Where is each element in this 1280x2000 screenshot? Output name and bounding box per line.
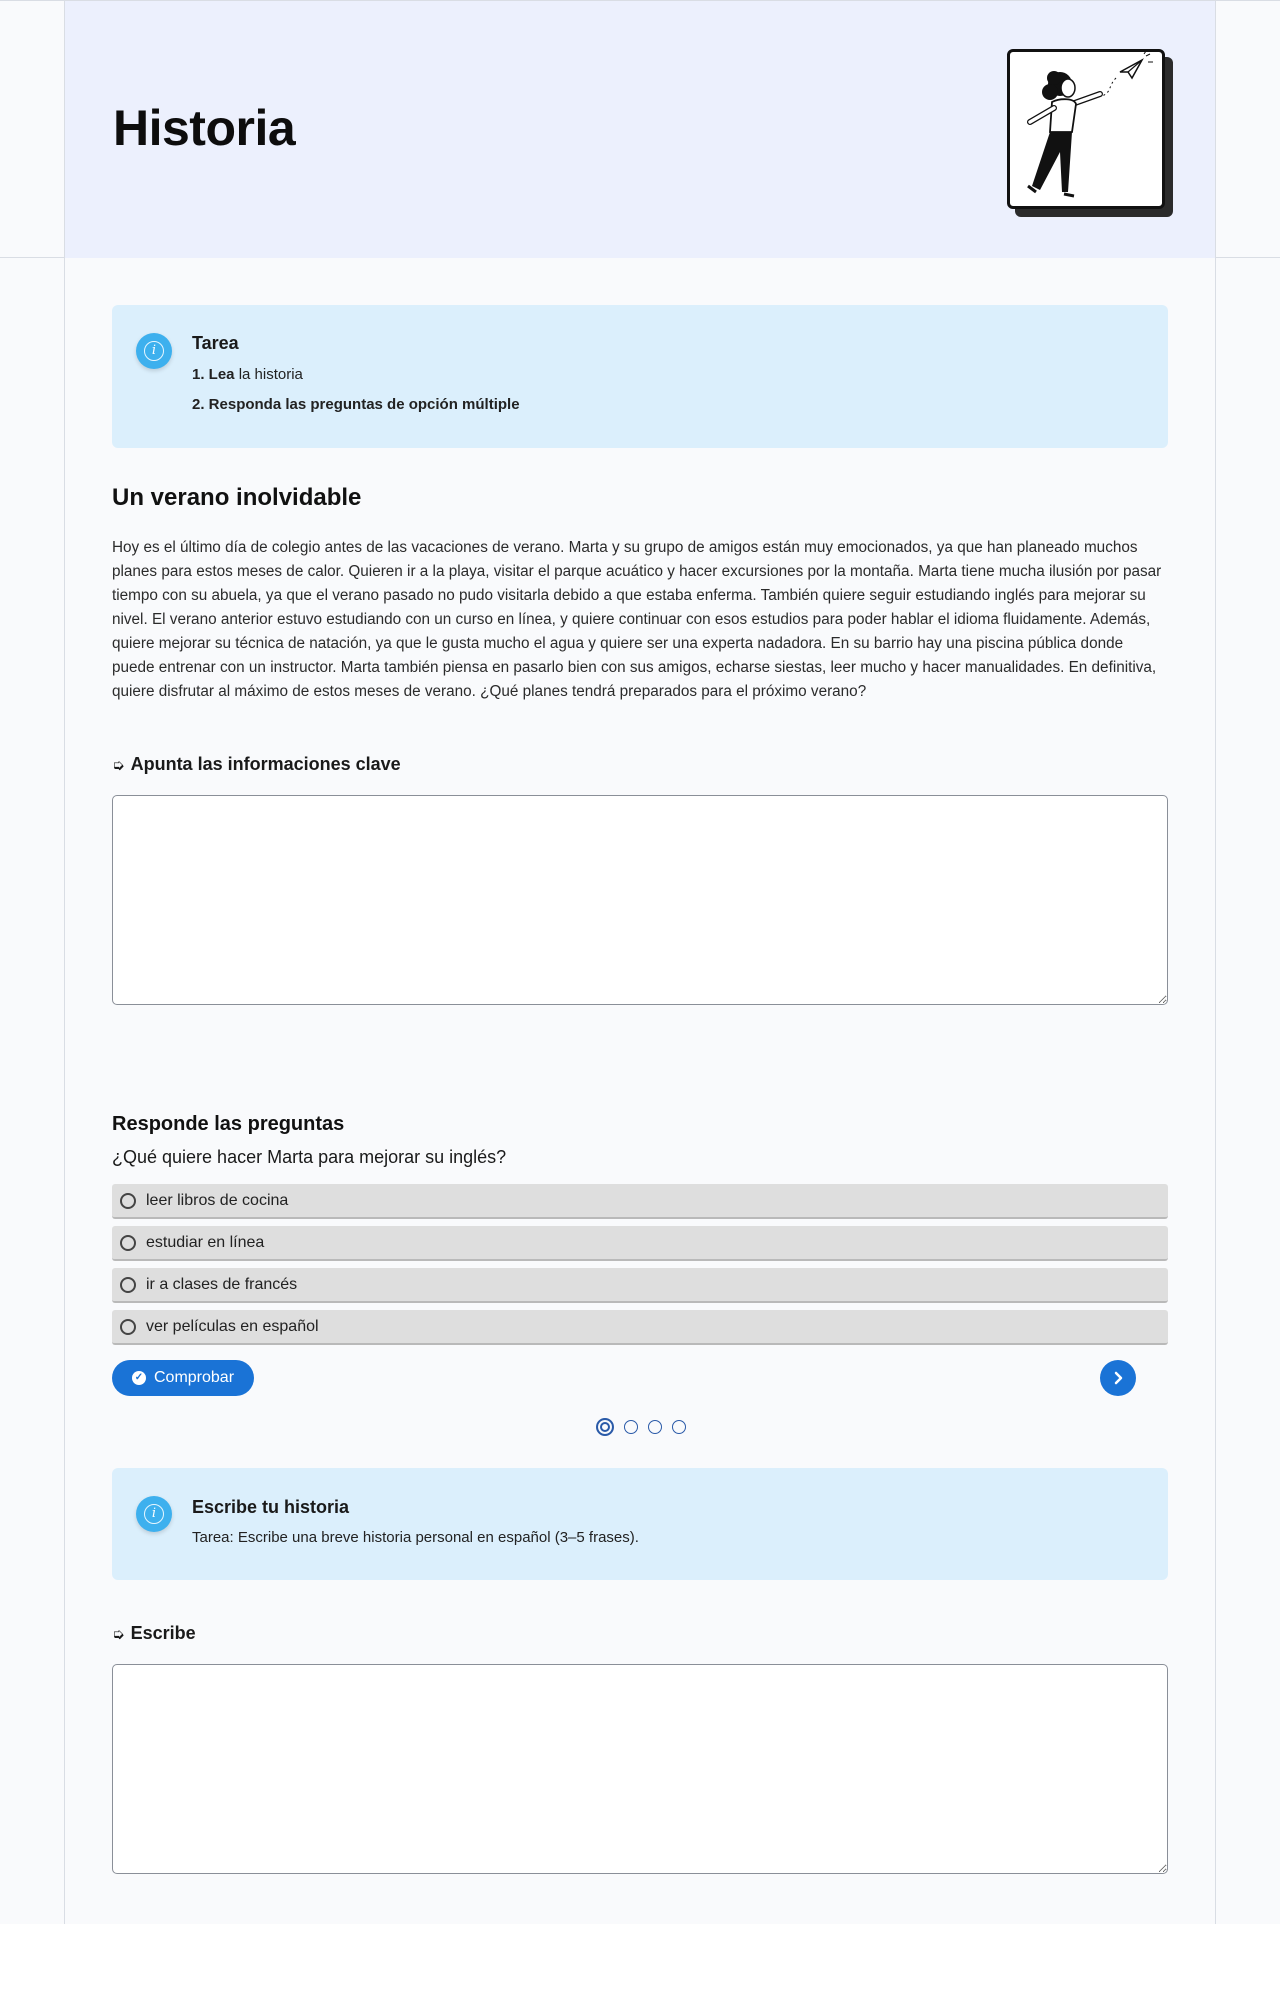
- task-step-1: [192, 366, 303, 383]
- illustration-card: [1007, 49, 1165, 209]
- quiz-title: Responde las preguntas: [112, 1113, 345, 1135]
- check-answer-label: Comprobar: [154, 1369, 235, 1386]
- quiz-option-label: leer libros de cocina: [146, 1191, 289, 1209]
- quiz-option[interactable]: [112, 1226, 1168, 1261]
- header-panel: [64, 1, 1216, 258]
- pagination-dot-4[interactable]: [672, 1420, 686, 1434]
- info-icon: i: [136, 333, 172, 369]
- pagination-dot-1[interactable]: [596, 1418, 614, 1436]
- check-answer-button[interactable]: [112, 1360, 254, 1396]
- arrow-right-icon: ➭: [112, 756, 125, 774]
- header-illustration: [1007, 49, 1173, 217]
- quiz-option[interactable]: [112, 1184, 1168, 1219]
- radio-button[interactable]: [120, 1235, 136, 1251]
- writing-task-text: Tarea: Escribe una breve historia personal en español (3–5 frases).: [192, 1529, 639, 1546]
- pagination-dot-3[interactable]: [648, 1420, 662, 1434]
- story-title: Un verano inolvidable: [112, 484, 362, 511]
- woman-throwing-paper-plane-icon: [1010, 52, 1162, 206]
- notes-label: [112, 754, 401, 775]
- chevron-right-icon: [1111, 1371, 1125, 1385]
- info-icon: i: [136, 1496, 172, 1532]
- notes-textarea[interactable]: [112, 795, 1168, 1005]
- quiz-option-label: estudiar en línea: [146, 1233, 265, 1251]
- task-step-1-bold: 1. Lea: [192, 366, 235, 383]
- story-text: Hoy es el último día de colegio antes de las vacaciones de verano. Marta y su grupo de amigos están muy emocionados, ya que han planeado muchos planes para estos meses de calor. Quieren ir a la playa, visitar el parque acuático y hacer excursiones por la montaña. Marta tiene mucha ilusión por pasar tiempo con su abuela, ya que el verano pasado no pudo visitarla debido a que estaba enferma. También quiere seguir estudiando inglés para mejorar su nivel. El verano anterior estuvo estudiando con un curso en línea, y quiere continuar con esos estudios para poder hablar el idioma fluidamente. Además, quiere mejorar su técnica de natación, ya que le gusta mucho el agua y quiere ser una experta nadadora. En su barrio hay una piscina pública donde puede entrenar con un instructor. Marta también piensa en pasarlo bien con sus amigos, echarse siestas, leer mucho y hacer manualidades. En definitiva, quiere disfrutar al máximo de estos meses de verano. ¿Qué planes tendrá preparados para el próximo verano?: [112, 539, 1162, 700]
- check-circle-icon: ✓: [132, 1371, 146, 1385]
- quiz-option-label: ir a clases de francés: [146, 1275, 298, 1293]
- next-question-button[interactable]: [1100, 1360, 1136, 1396]
- notes-label-text: Apunta las informaciones clave: [130, 754, 401, 774]
- pagination-dot-2[interactable]: [624, 1420, 638, 1434]
- task-info-box: [112, 305, 1168, 448]
- task-title: Tarea: [192, 333, 239, 353]
- task-step-1-text: la historia: [234, 366, 303, 383]
- page-header: [0, 0, 1280, 258]
- radio-button[interactable]: [120, 1193, 136, 1209]
- radio-button[interactable]: [120, 1277, 136, 1293]
- radio-button[interactable]: [120, 1319, 136, 1335]
- writing-textarea[interactable]: [112, 1664, 1168, 1874]
- quiz-option-label: ver películas en español: [146, 1317, 319, 1335]
- writing-label-text: Escribe: [130, 1623, 196, 1643]
- task-step-2: 2. Responda las preguntas de opción múltiple: [192, 396, 520, 413]
- quiz-option[interactable]: [112, 1268, 1168, 1303]
- arrow-right-icon: ➭: [112, 1625, 125, 1643]
- page-title: Historia: [113, 100, 296, 156]
- writing-info-box: [112, 1468, 1168, 1580]
- writing-task-title: Escribe tu historia: [192, 1497, 350, 1517]
- writing-label: [112, 1623, 196, 1644]
- quiz-pagination: [596, 1418, 686, 1436]
- quiz-option[interactable]: [112, 1310, 1168, 1345]
- quiz-question: ¿Qué quiere hacer Marta para mejorar su inglés?: [112, 1147, 507, 1167]
